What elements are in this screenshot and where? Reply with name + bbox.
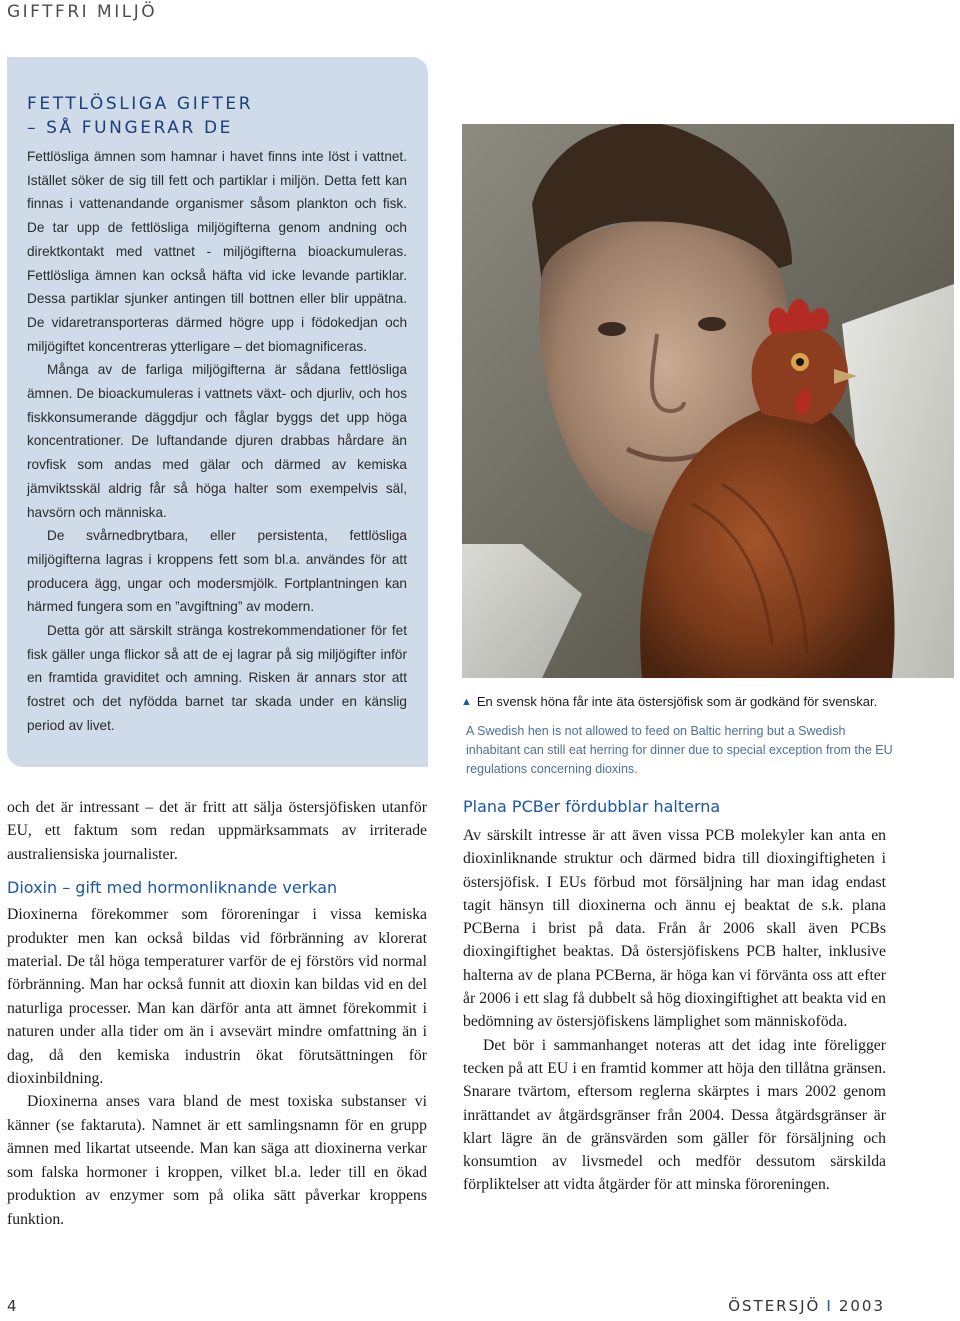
- fact-box-paragraph: Många av de farliga miljögifterna är sådana fettlösliga ämnen. De bioackumuleras i vattnets växt- och djurliv, och hos fiskkonsumerande däggdjur och fåglar byggs det upp höga koncentrationer. De luftandande djuren drabbas hårdare än rovfisk som andas med gälar och därmed av kemiska jämviktsskäl aldrig får så höga halter som exempelvis säl, havsörn och människa.: [27, 362, 407, 520]
- publication-name: ÖSTERSJÖ: [728, 1297, 821, 1315]
- fact-box-title-line-2: – SÅ FUNGERAR DE: [27, 118, 233, 138]
- caption-swedish-text: En svensk höna får inte äta östersjöfisk som är godkänd för svenskar.: [476, 694, 878, 709]
- left-paragraph: Dioxinerna anses vara bland de mest toxiska substanser vi känner (se faktaruta). Namnet är ett samlingsnamn för en grupp ämnen med likartat utseende. Man kan säga att dioxinerna verkar som falska hormoner i kroppen, vilket bl.a. leder till en ökad produktion av enzymer som på olika sätt påverkar kroppens funktion.: [7, 1093, 427, 1228]
- footer-separator: I: [826, 1297, 833, 1315]
- left-paragraph: Dioxinerna förekommer som föroreningar i vissa kemiska produkter men kan också bildas vid förbränning av klorerat material. De tål höga temperaturer varför de ej förstörs vid normal förbränning. Man har också funnit att dioxin kan bildas vid en del naturliga processer. Man kan därför anta att ämnet förekommit i naturen under alla tider om än i avsevärt mindre omfattning än i dag, då den kemiska industrin ökat förutsättningen för dioxinbildning.: [7, 906, 427, 1088]
- fact-box-paragraph: Fettlösliga ämnen som hamnar i havet finns inte löst i vattnet. Istället söker de sig till fett och partiklar i miljön. Detta fett kan finnas i vattenandande organismer såsom plankton och fisk. De tar upp de fettlösliga miljögifterna genom andning och direktkontakt med vattnet - miljögifterna bioackumuleras. Fettlösliga ämnen kan också häfta vid icke levande partiklar. Dessa partiklar sjunker antingen till bottnen eller blir uppätna. De vidaretransporteras därmed högre upp i födokedjan och miljögiftet koncentreras ytterligare – det biomagnificeras.: [27, 149, 407, 354]
- publication-footer: [728, 1297, 885, 1315]
- right-column: [463, 795, 886, 1197]
- right-paragraph: Av särskilt intresse är att även vissa PCB molekyler kan anta en dioxinliknande struktur och därmed bidra till dioxingiftigheten i östersjöfisk. I EUs förbud mot försäljning har man idag endast tagit hänsyn till dioxinerna och ännu ej beaktat de s.k. plana PCBerna i brist på data. Från år 2006 skall även PCBs dioxingiftighet beaktas. Då östersjöfiskens PCB halter, inklusive halterna av de plana PCBerna, är höga kan vi förvänta oss att efter år 2006 i ett slag få dubbelt så hög dioxingiftighet att beakta vid en bedömning av östersjöfiskens lämplighet som människoföda.: [463, 827, 886, 1031]
- fact-box-title-line-1: FETTLÖSLIGA GIFTER: [27, 94, 254, 114]
- left-intro-paragraph: och det är intressant – det är fritt att sälja östersjöfisken utanför EU, ett faktum som redan uppmärksammats av irriterade australiensiska journalister.: [7, 799, 427, 863]
- pcb-heading: Plana PCBer fördubblar halterna: [463, 797, 721, 816]
- photo-caption-swedish: [461, 694, 956, 709]
- fact-box-body: [27, 145, 407, 738]
- triangle-up-icon: ▲: [461, 696, 472, 708]
- fact-box-title: [27, 92, 253, 140]
- section-header: GIFTFRI MILJÖ: [7, 2, 158, 22]
- publication-year: 2003: [838, 1297, 885, 1315]
- left-column: [7, 796, 427, 1231]
- photo-caption-english: A Swedish hen is not allowed to feed on Baltic herring but a Swedish inhabitant can still eat herring for dinner due to special exception from the EU regulations concerning dioxins.: [466, 724, 893, 776]
- fact-box-paragraph: De svårnedbrytbara, eller persistenta, fettlösliga miljögifterna lagras i kroppens fett som bl.a. användes för att producera ägg, ungar och modersmjölk. Fortplantningen kan härmed fungera som en ”avgiftning” av modern.: [27, 528, 407, 615]
- page-number: 4: [7, 1297, 17, 1315]
- dioxin-heading: Dioxin – gift med hormonliknande verkan: [7, 878, 338, 898]
- right-paragraph: Det bör i sammanhanget noteras att det idag inte föreligger tecken på att EU i en framtid kommer att höja den tillåtna gränsen. Snarare tvärtom, eftersom reglerna skärptes i mars 2002 genom inrättandet av åtgärdsgränser från 2004. Dessa åtgärdsgränser är klart lägre än de gränsvärden som gäller för försäljning och konsumtion av livsmedel och medför dessutom särskilda förpliktelser att vidta åtgärder för att minska föroreningen.: [463, 1036, 886, 1194]
- hen-photo: [462, 124, 954, 678]
- fact-box-paragraph: Detta gör att särskilt stränga kostrekommendationer för fet fisk gäller unga flickor så att de ej lagrar på sig miljögifter inför en framtida graviditet och amning. Risken är annars stor att fostret och det nyfödda barnet tar skada under en känslig period av livet.: [27, 623, 407, 733]
